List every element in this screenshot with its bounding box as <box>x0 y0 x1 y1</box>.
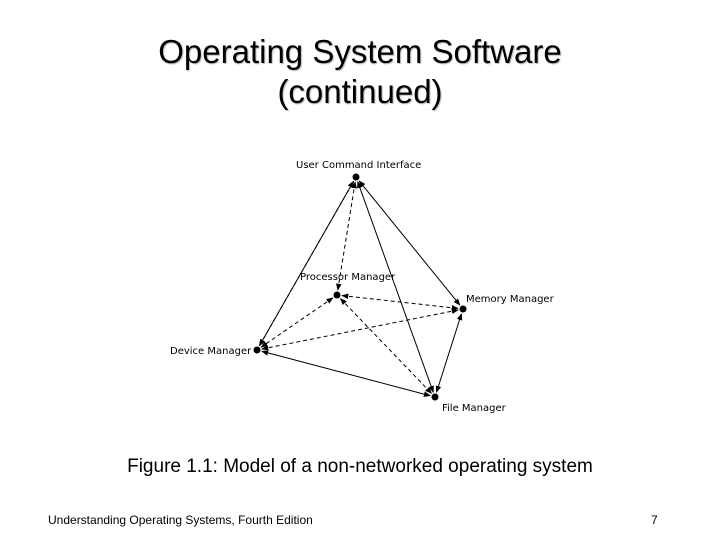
edge-device-memory <box>262 310 458 349</box>
node-memory-dot <box>460 306 467 313</box>
edge-device-user <box>259 181 353 345</box>
nodes-layer <box>170 160 555 414</box>
edge-processor-file <box>340 299 431 394</box>
title-line-2: (continued) <box>277 73 443 110</box>
node-processor-label: Processor Manager <box>300 272 396 283</box>
page-number: 7 <box>651 513 658 527</box>
edge-processor-memory <box>342 296 458 309</box>
edge-user-file <box>358 182 434 393</box>
edges-layer <box>259 181 461 396</box>
node-file-dot <box>432 394 439 401</box>
node-user-dot <box>353 174 360 181</box>
edge-memory-file <box>437 314 462 392</box>
edge-processor-device <box>261 298 333 347</box>
node-processor-dot <box>334 292 341 299</box>
footer-book-title: Understanding Operating Systems, Fourth Edition <box>48 513 313 527</box>
node-file-label: File Manager <box>442 403 506 414</box>
node-user-label: User Command Interface <box>296 160 422 171</box>
node-device-label: Device Manager <box>170 346 252 357</box>
node-device-dot <box>254 347 261 354</box>
title-line-1: Operating System Software <box>158 33 562 70</box>
edge-device-file <box>262 351 430 395</box>
edge-user-memory <box>359 181 460 305</box>
figure-caption: Figure 1.1: Model of a non-networked operating system <box>127 456 593 477</box>
node-memory-label: Memory Manager <box>466 294 554 305</box>
